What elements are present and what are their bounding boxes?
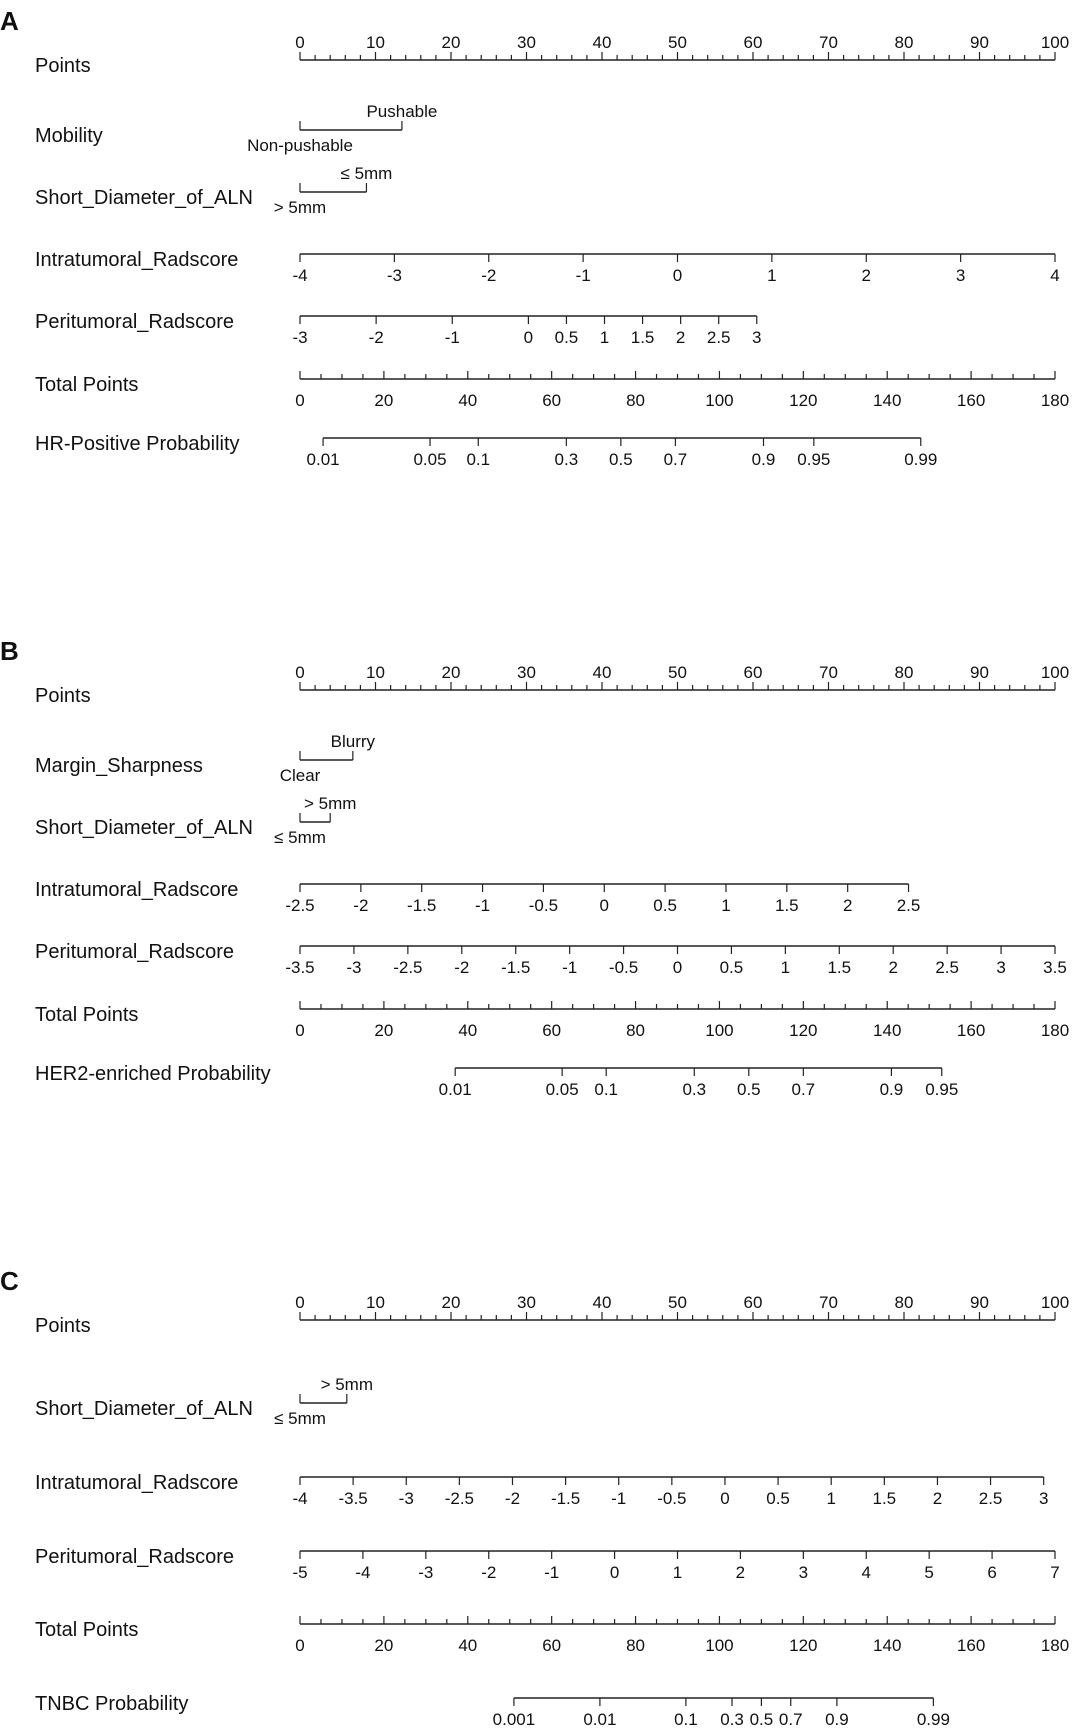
- panel-letter: B: [0, 636, 19, 666]
- category-label: > 5mm: [273, 198, 327, 217]
- points-tick-label: 80: [894, 663, 914, 682]
- row-label-her2-enriched-probability: HER2-enriched Probability: [35, 1063, 271, 1085]
- radscore-tick-label: -1: [611, 1489, 627, 1508]
- probability-tick-label: 0.01: [306, 450, 340, 469]
- points-tick-label: 40: [592, 663, 612, 682]
- radscore-tick-label: 0.5: [766, 1489, 790, 1508]
- radscore-tick-label: -2.5: [444, 1489, 475, 1508]
- probability-tick-label: 0.3: [554, 450, 579, 469]
- row-her2-enriched-probability: [35, 1063, 958, 1099]
- category-label: Blurry: [330, 732, 376, 751]
- probability-tick-label: 0.95: [797, 450, 831, 469]
- total-tick-label: 180: [1040, 391, 1070, 410]
- radscore-tick-label: 0: [672, 958, 683, 977]
- points-tick-label: 20: [441, 33, 461, 52]
- probability-tick-label: 0.01: [438, 1080, 472, 1099]
- probability-tick-label: 0.95: [925, 1080, 959, 1099]
- radscore-tick-label: 0.5: [653, 896, 677, 915]
- radscore-tick-label: 0: [672, 266, 683, 285]
- row-peritumoral-radscore: [35, 311, 762, 347]
- row-points: [35, 1293, 1069, 1337]
- row-mobility: [35, 102, 437, 155]
- radscore-tick-label: 1: [767, 266, 777, 285]
- points-tick-label: 70: [819, 33, 838, 52]
- total-tick-label: 160: [956, 1021, 986, 1040]
- probability-tick-label: 0.9: [879, 1080, 904, 1099]
- radscore-tick-label: -1: [474, 896, 491, 915]
- probability-tick-label: 0.5: [736, 1080, 761, 1099]
- total-tick-label: 140: [873, 1021, 902, 1040]
- points-tick-label: 0: [295, 33, 305, 52]
- panel-letter: A: [0, 6, 19, 36]
- category-label: ≤ 5mm: [340, 164, 393, 183]
- probability-tick-label: 0.5: [749, 1710, 774, 1729]
- radscore-tick-label: 4: [861, 1563, 871, 1582]
- total-tick-label: 40: [458, 1636, 478, 1655]
- row-total-points: [35, 371, 1069, 410]
- radscore-tick-label: -1.5: [550, 1489, 581, 1508]
- radscore-tick-label: 1: [780, 958, 791, 977]
- row-label-short-diameter-of-aln: Short_Diameter_of_ALN: [35, 817, 253, 839]
- row-peritumoral-radscore: [35, 1546, 1060, 1582]
- radscore-tick-label: -1: [575, 266, 591, 285]
- points-tick-label: 90: [970, 33, 989, 52]
- points-tick-label: 0: [295, 663, 305, 682]
- points-tick-label: 100: [1040, 33, 1070, 52]
- radscore-tick-label: 1: [672, 1563, 683, 1582]
- radscore-tick-label: -2: [481, 1563, 497, 1582]
- category-label: > 5mm: [320, 1375, 374, 1394]
- radscore-tick-label: 0: [720, 1489, 730, 1508]
- radscore-tick-label: 2.5: [978, 1489, 1003, 1508]
- radscore-tick-label: -3: [386, 266, 402, 285]
- radscore-tick-label: -1: [562, 958, 578, 977]
- row-label-total-points: Total Points: [35, 1619, 139, 1641]
- probability-tick-label: 0.1: [466, 450, 491, 469]
- radscore-tick-label: 6: [987, 1563, 997, 1582]
- radscore-tick-label: 2: [932, 1489, 943, 1508]
- radscore-tick-label: -1: [544, 1563, 560, 1582]
- points-tick-label: 60: [743, 663, 763, 682]
- row-intratumoral-radscore: [35, 249, 1060, 285]
- points-tick-label: 40: [592, 33, 612, 52]
- points-tick-label: 20: [441, 663, 461, 682]
- row-peritumoral-radscore: [35, 941, 1067, 977]
- radscore-tick-label: 2: [735, 1563, 746, 1582]
- points-tick-label: 20: [441, 1293, 461, 1312]
- total-tick-label: 80: [626, 1021, 646, 1040]
- radscore-tick-label: 3: [996, 958, 1006, 977]
- points-tick-label: 90: [970, 663, 989, 682]
- row-label-peritumoral-radscore: Peritumoral_Radscore: [35, 941, 234, 963]
- probability-tick-label: 0.99: [904, 450, 938, 469]
- row-points: [35, 663, 1069, 707]
- row-short-diameter-of-aln: [35, 1375, 373, 1428]
- probability-tick-label: 0.05: [545, 1080, 579, 1099]
- probability-tick-label: 0.9: [751, 450, 776, 469]
- total-tick-label: 20: [374, 1636, 394, 1655]
- points-tick-label: 10: [366, 33, 385, 52]
- total-tick-label: 100: [705, 1636, 734, 1655]
- probability-tick-label: 0.01: [583, 1710, 617, 1729]
- row-label-intratumoral-radscore: Intratumoral_Radscore: [35, 1472, 239, 1494]
- points-tick-label: 100: [1040, 1293, 1070, 1312]
- row-label-short-diameter-of-aln: Short_Diameter_of_ALN: [35, 187, 253, 209]
- radscore-tick-label: 2.5: [896, 896, 921, 915]
- points-tick-label: 30: [517, 663, 536, 682]
- row-short-diameter-of-aln: [35, 164, 392, 217]
- radscore-tick-label: -3: [398, 1489, 414, 1508]
- total-tick-label: 40: [458, 391, 478, 410]
- radscore-tick-label: 2.5: [935, 958, 959, 977]
- row-label-hr-positive-probability: HR-Positive Probability: [35, 433, 240, 455]
- total-tick-label: 20: [374, 391, 394, 410]
- total-tick-label: 60: [542, 1021, 562, 1040]
- category-label: Clear: [279, 766, 321, 785]
- radscore-tick-label: 3: [752, 328, 762, 347]
- points-tick-label: 80: [894, 1293, 914, 1312]
- probability-tick-label: 0.1: [674, 1710, 698, 1729]
- points-tick-label: 10: [366, 663, 385, 682]
- radscore-tick-label: -3: [418, 1563, 434, 1582]
- points-tick-label: 100: [1040, 663, 1070, 682]
- radscore-tick-label: 5: [924, 1563, 934, 1582]
- radscore-tick-label: -0.5: [657, 1489, 687, 1508]
- radscore-tick-label: 3.5: [1043, 958, 1067, 977]
- probability-tick-label: 0.05: [413, 450, 447, 469]
- category-label: Pushable: [366, 102, 438, 121]
- radscore-tick-label: 2.5: [706, 328, 731, 347]
- total-tick-label: 160: [956, 1636, 986, 1655]
- points-tick-label: 30: [517, 1293, 536, 1312]
- probability-tick-label: 0.7: [663, 450, 688, 469]
- probability-tick-label: 0.1: [594, 1080, 619, 1099]
- probability-tick-label: 0.5: [609, 450, 633, 469]
- radscore-tick-label: -4: [292, 1489, 308, 1508]
- row-tnbc-probability: [35, 1693, 950, 1729]
- probability-tick-label: 0.3: [682, 1080, 707, 1099]
- total-tick-label: 40: [458, 1021, 478, 1040]
- total-tick-label: 140: [873, 1636, 902, 1655]
- points-tick-label: 90: [970, 1293, 989, 1312]
- points-tick-label: 0: [295, 1293, 305, 1312]
- radscore-tick-label: 1: [826, 1489, 836, 1508]
- radscore-tick-label: 1.5: [775, 896, 799, 915]
- row-label-points: Points: [35, 1315, 91, 1337]
- row-label-short-diameter-of-aln: Short_Diameter_of_ALN: [35, 1398, 253, 1420]
- radscore-tick-label: 2: [861, 266, 871, 285]
- total-tick-label: 180: [1040, 1021, 1070, 1040]
- total-tick-label: 0: [295, 1636, 305, 1655]
- radscore-tick-label: -3: [346, 958, 362, 977]
- radscore-tick-label: -2: [481, 266, 497, 285]
- row-label-intratumoral-radscore: Intratumoral_Radscore: [35, 249, 239, 271]
- row-margin-sharpness: [35, 732, 376, 785]
- radscore-tick-label: 4: [1050, 266, 1060, 285]
- panel-letter: C: [0, 1266, 19, 1296]
- probability-tick-label: 0.7: [778, 1710, 803, 1729]
- total-tick-label: 100: [705, 1021, 734, 1040]
- radscore-tick-label: -0.5: [608, 958, 639, 977]
- radscore-tick-label: -0.5: [528, 896, 559, 915]
- row-label-total-points: Total Points: [35, 374, 139, 396]
- radscore-tick-label: 0: [523, 328, 534, 347]
- total-tick-label: 100: [705, 391, 734, 410]
- row-label-total-points: Total Points: [35, 1004, 139, 1026]
- row-label-peritumoral-radscore: Peritumoral_Radscore: [35, 1546, 234, 1568]
- probability-tick-label: 0.99: [916, 1710, 950, 1729]
- points-tick-label: 40: [592, 1293, 612, 1312]
- points-tick-label: 50: [668, 1293, 687, 1312]
- radscore-tick-label: 1: [599, 328, 610, 347]
- radscore-tick-label: 3: [798, 1563, 809, 1582]
- radscore-tick-label: -1: [444, 328, 460, 347]
- points-tick-label: 60: [743, 33, 763, 52]
- points-tick-label: 70: [819, 663, 838, 682]
- radscore-tick-label: -2.5: [285, 896, 315, 915]
- radscore-tick-label: -2: [353, 896, 369, 915]
- total-tick-label: 120: [789, 1636, 818, 1655]
- radscore-tick-label: -4: [292, 266, 308, 285]
- radscore-tick-label: 3: [1038, 1489, 1049, 1508]
- total-tick-label: 20: [374, 1021, 394, 1040]
- panel-a: [0, 6, 1069, 469]
- category-label: > 5mm: [303, 794, 357, 813]
- row-label-peritumoral-radscore: Peritumoral_Radscore: [35, 311, 234, 333]
- radscore-tick-label: -1.5: [501, 958, 531, 977]
- total-tick-label: 120: [789, 391, 818, 410]
- category-label: Non-pushable: [247, 136, 353, 155]
- radscore-tick-label: -1.5: [407, 896, 437, 915]
- points-tick-label: 10: [366, 1293, 385, 1312]
- radscore-tick-label: 1.5: [827, 958, 852, 977]
- radscore-tick-label: -3: [292, 328, 308, 347]
- radscore-tick-label: 1.5: [630, 328, 655, 347]
- row-intratumoral-radscore: [35, 1472, 1048, 1508]
- panel-c: [0, 1266, 1069, 1729]
- points-tick-label: 50: [668, 33, 687, 52]
- radscore-tick-label: 0: [609, 1563, 620, 1582]
- probability-tick-label: 0.9: [825, 1710, 849, 1729]
- radscore-tick-label: 0.5: [719, 958, 744, 977]
- radscore-tick-label: -2: [504, 1489, 521, 1508]
- radscore-tick-label: -2: [454, 958, 470, 977]
- row-intratumoral-radscore: [35, 879, 920, 915]
- row-hr-positive-probability: [35, 433, 937, 469]
- radscore-tick-label: 3: [955, 266, 966, 285]
- total-tick-label: 120: [789, 1021, 818, 1040]
- radscore-tick-label: 7: [1050, 1563, 1060, 1582]
- row-short-diameter-of-aln: [35, 794, 356, 847]
- total-tick-label: 0: [295, 391, 305, 410]
- total-tick-label: 80: [626, 391, 646, 410]
- radscore-tick-label: 2: [675, 328, 686, 347]
- total-tick-label: 180: [1040, 1636, 1070, 1655]
- row-total-points: [35, 1616, 1069, 1655]
- row-label-tnbc-probability: TNBC Probability: [35, 1693, 189, 1715]
- points-tick-label: 60: [743, 1293, 763, 1312]
- radscore-tick-label: 1.5: [872, 1489, 897, 1508]
- row-label-points: Points: [35, 685, 91, 707]
- row-points: [35, 33, 1069, 77]
- radscore-tick-label: -4: [355, 1563, 371, 1582]
- row-label-points: Points: [35, 55, 91, 77]
- points-tick-label: 80: [894, 33, 914, 52]
- radscore-tick-label: -5: [292, 1563, 308, 1582]
- row-label-margin-sharpness: Margin_Sharpness: [35, 755, 203, 777]
- total-tick-label: 80: [626, 1636, 646, 1655]
- total-tick-label: 60: [542, 391, 562, 410]
- total-tick-label: 140: [873, 391, 902, 410]
- category-label: ≤ 5mm: [274, 1409, 326, 1428]
- row-label-mobility: Mobility: [35, 125, 103, 147]
- panel-b: [0, 636, 1069, 1099]
- total-tick-label: 160: [956, 391, 986, 410]
- radscore-tick-label: -3.5: [338, 1489, 368, 1508]
- probability-tick-label: 0.001: [492, 1710, 536, 1729]
- radscore-tick-label: 2: [842, 896, 853, 915]
- points-tick-label: 30: [517, 33, 536, 52]
- radscore-tick-label: 1: [721, 896, 731, 915]
- radscore-tick-label: 0.5: [554, 328, 579, 347]
- probability-tick-label: 0.7: [791, 1080, 816, 1099]
- total-tick-label: 0: [295, 1021, 305, 1040]
- category-label: ≤ 5mm: [274, 828, 326, 847]
- row-total-points: [35, 1001, 1069, 1040]
- points-tick-label: 70: [819, 1293, 838, 1312]
- radscore-tick-label: -3.5: [285, 958, 315, 977]
- total-tick-label: 60: [542, 1636, 562, 1655]
- probability-tick-label: 0.3: [720, 1710, 744, 1729]
- radscore-tick-label: 0: [599, 896, 609, 915]
- row-label-intratumoral-radscore: Intratumoral_Radscore: [35, 879, 239, 901]
- radscore-tick-label: 2: [888, 958, 898, 977]
- radscore-tick-label: -2: [368, 328, 384, 347]
- points-tick-label: 50: [668, 663, 687, 682]
- radscore-tick-label: -2.5: [393, 958, 423, 977]
